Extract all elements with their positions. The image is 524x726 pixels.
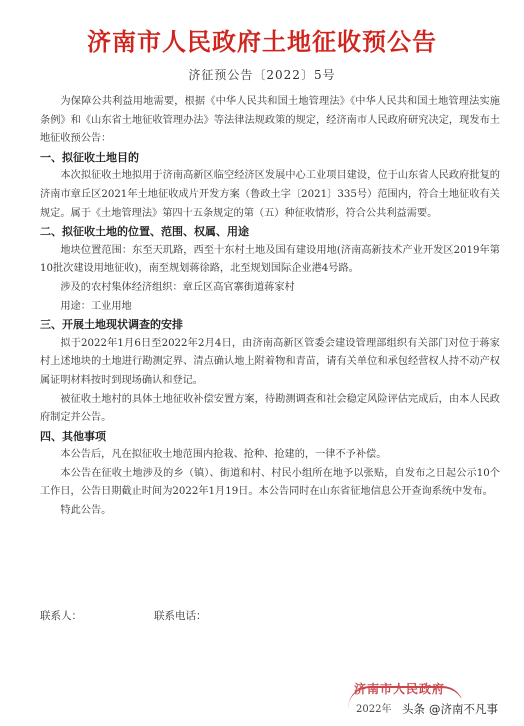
watermark-platform: 头条: [402, 702, 425, 716]
section-paragraph: 拟于2022年1月6日至2022年2月4日，由济南高新区管委会建设管理部组织有关部门对位于蒋家村上述地块的土地进行勘测定界、清点确认地上附着物和青苗，请有关单位和承包经营权人持不动产权属证明材料按时到现场确认和登记。: [40, 337, 500, 386]
section-paragraph: 地块位置范围：东至天玑路，西至十东村土地及国有建设用地(济南高新技术产业开发区2019年第10批次建设用地征收)，南至规划蒋徐路，北至规划国际企业港4号路。: [40, 244, 500, 275]
section-heading-location: 二、拟征收土地的位置、范围、权属、用途: [40, 225, 249, 239]
seal-text: 济南市人民政府: [354, 682, 446, 696]
section-paragraph: 本次拟征收土地拟用于济南高新区临空经济区发展中心工业项目建设，位于山东省人民政府批复的济南市章丘区2021年土地征收成片开发方案（鲁政土字〔2021〕335号）范围内，符合土地征收有关规定。属于《土地管理法》第四十五条规定的第（五）种征收情形，符合公共利益需要。: [40, 170, 500, 219]
document-title: 济南市人民政府土地征收预公告: [87, 28, 437, 56]
issue-date-fragment: 2022年: [356, 704, 392, 715]
section-paragraph: 本公告后，凡在拟征收土地范围内抢栽、抢种、抢建的，一律不予补偿。: [60, 449, 387, 461]
source-watermark: [398, 698, 502, 720]
contact-phone-label: 联系电话：: [154, 610, 207, 622]
section-heading-purpose: 一、拟征收土地目的: [40, 150, 139, 164]
closing-paragraph: 特此公告。: [60, 505, 112, 517]
section-paragraph: 本公告在征收土地涉及的乡（镇）、街道和村、村民小组所在地予以张贴，自发布之日起公示10个工作日，公告日期截止时间为2022年1月19日。本公告同时在山东省征地信息公开查询系统中发布。: [40, 467, 500, 498]
section-heading-other: 四、其他事项: [40, 429, 106, 443]
section-heading-survey: 三、开展土地现状调查的安排: [40, 318, 183, 332]
section-paragraph: 用途：工业用地: [60, 300, 132, 312]
contact-person-label: 联系人：: [40, 610, 82, 622]
section-paragraph: 被征收土地村的具体土地征收补偿安置方案，待勘测调查和社会稳定风险评估完成后，由本人民政府制定并公告。: [40, 393, 500, 424]
intro-paragraph: 为保障公共利益用地需要，根据《中华人民共和国土地管理法》《中华人民共和国土地管理法实施条例》和《山东省土地征收管理办法》等法律法规政策的规定，经济南市人民政府研究决定，现发布土地征收预公告：: [40, 96, 500, 145]
watermark-handle: @济南不凡事: [429, 702, 498, 716]
announcement-body: [40, 93, 500, 521]
document-number: 济征预公告〔2022〕5号: [188, 68, 336, 82]
section-paragraph: 涉及的农村集体经济组织：章丘区高官寨街道蒋家村: [60, 281, 295, 293]
